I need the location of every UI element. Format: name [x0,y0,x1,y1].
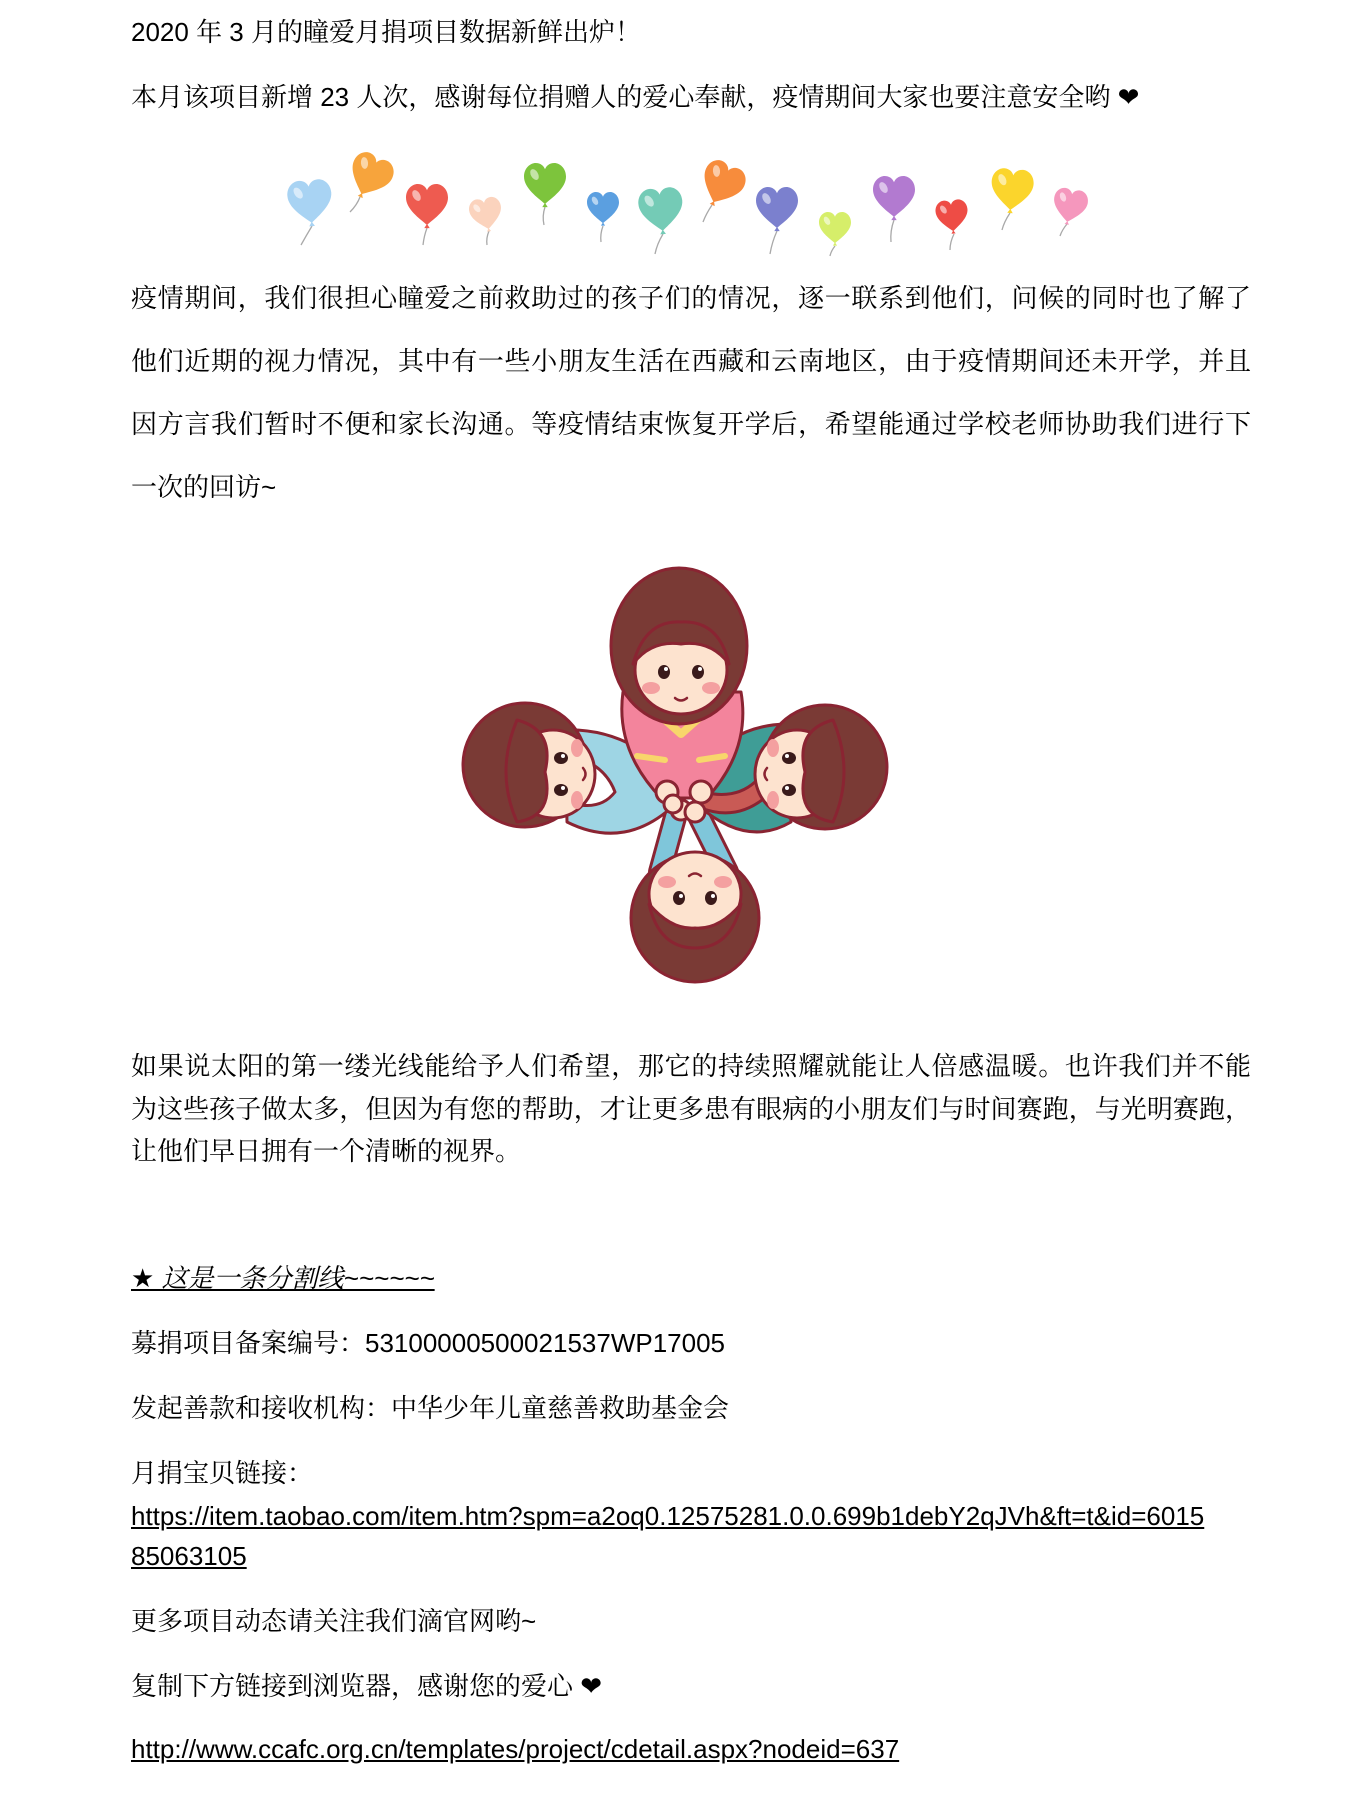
balloon [989,167,1035,215]
paragraph-line: 让他们早日拥有一个清晰的视界。 [131,1136,522,1166]
balloon [406,184,448,228]
paragraph-line: 因方言我们暂时不便和家长沟通。等疫情结束恢复开学后，希望能通过学校老师协助我们进行下 [131,409,1251,439]
ccafc-link-container [131,1731,899,1767]
balloon [524,163,566,207]
paragraph-line: 如果说太阳的第一缕光线能给予人们希望，那它的持续照耀就能让人倍感温暖。也许我们并不能 [131,1051,1251,1081]
divider-line: ★ 这是一条分割线~~~~~~ [131,1263,435,1293]
taobao-link[interactable]: https://item.taobao.com/item.htm?spm=a2oq0.12575281.0.0.699b1debY2qJVh&ft=t&id=601585063105 [131,1501,1205,1571]
girl-top [611,568,747,724]
balloon [1050,186,1090,227]
balloon [467,195,504,234]
organization: 发起善款和接收机构：中华少年儿童慈善救助基金会 [131,1393,730,1423]
ccafc-link[interactable]: http://www.ccafc.org.cn/templates/project/cdetail.aspx?nodeid=637 [131,1734,900,1764]
paragraph-hope [131,1045,1251,1173]
paragraph-line: 为这些孩子做太多，但因为有您的帮助，才让更多患有眼病的小朋友们与时间赛跑，与光明赛跑， [131,1093,1251,1124]
children-holding-hands-icon [455,560,915,990]
copy-hint: 复制下方链接到浏览器，感谢您的爱心 ❤ [131,1671,603,1701]
link-label: 月捐宝贝链接： [131,1458,314,1488]
boy-left [463,703,595,827]
balloon [873,176,915,220]
paragraph-line: 他们近期的视力情况，其中有一些小朋友生活在西藏和云南地区，由于疫情期间还未开学，并且 [131,346,1251,376]
taobao-link-container [131,1496,1211,1576]
paragraph-line: 疫情期间，我们很担心瞳爱之前救助过的孩子们的情况，逐一联系到他们，问候的同时也了解了 [131,283,1251,313]
balloon [286,178,334,228]
balloon [587,192,619,226]
paragraph-visits [131,267,1251,519]
balloon [756,187,798,231]
girl-bottom [631,852,759,982]
record-number: 募捐项目备案编号：53100000500021537WP17005 [131,1328,726,1358]
title-line: 2020 年 3 月的瞳爱月捐项目数据新鲜出炉！ [131,17,641,47]
balloon [819,212,851,246]
balloon [341,150,398,206]
paragraph-line: 一次的回访~ [131,472,277,502]
more-info: 更多项目动态请关注我们滴官网哟~ [131,1606,537,1636]
heart-balloons-icon [0,150,1349,260]
intro-line: 本月该项目新增 23 人次，感谢每位捐赠人的爱心奉献，疫情期间大家也要注意安全哟 ❤ [131,82,1140,112]
balloon [637,186,685,236]
balloon [935,199,970,235]
balloon [693,156,750,214]
